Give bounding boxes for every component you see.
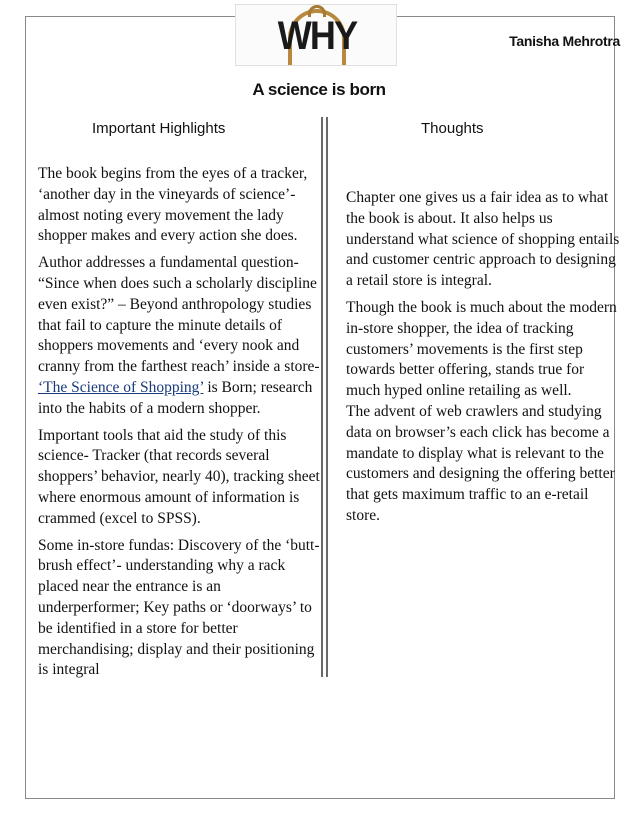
science-of-shopping-link[interactable]: ‘The Science of Shopping’	[38, 378, 204, 396]
highlight-paragraph-2-end: is Born; research into the habits of a modern shopper.	[38, 378, 313, 417]
page-title: A science is born	[252, 80, 386, 99]
thought-paragraph-3: The advent of web crawlers and studying data on browser’s each click has become a mandate to display what is relevant to the customers and designing the offering better that gets maximum traffic to an e-retail store.	[346, 402, 615, 524]
highlight-paragraph-2	[38, 253, 320, 419]
thought-paragraph-1: Chapter one gives us a fair idea as to what the book is about. It also helps us understand what science of shopping entails and customer centric approach to designing a retail store is integral.	[346, 189, 620, 290]
highlight-paragraph-2-text: Author addresses a fundamental question- “Since when does such a scholarly discipline even exist?” – Beyond anthropology studies that fail to capture the minute details of shoppers movements and ‘every nook and cranny from the farthest reach’ inside a store-	[38, 254, 320, 376]
book-logo	[235, 4, 397, 66]
thoughts-heading: Thoughts	[421, 120, 484, 137]
highlight-paragraph-3: Important tools that aid the study of this science- Tracker (that records several shoppers’ behavior, nearly 40), tracking sheet where enormous amount of information is crammed (excel to SPSS).	[38, 426, 320, 527]
highlights-column	[38, 164, 320, 687]
highlight-paragraph-1: The book begins from the eyes of a tracker, ‘another day in the vineyards of science’- almost noting every movement the lady shopper makes and every action she does.	[38, 165, 308, 245]
highlights-heading: Important Highlights	[92, 120, 226, 137]
thought-paragraph-2: Though the book is much about the modern in-store shopper, the idea of tracking customers’ movements is the first step towards better offering, stands true for much hyped online retailing as well.	[346, 298, 617, 400]
author-name: Tanisha Mehrotra	[509, 33, 620, 49]
highlight-paragraph-4: Some in-store fundas: Discovery of the ‘butt-brush effect’- understanding why a rack placed near the entrance is an underperformer; Key paths or ‘doorways’ to be identified in a store for better merchandising; display and their positioning is integral	[38, 536, 320, 679]
column-divider	[321, 117, 328, 677]
logo-text: WHY	[277, 14, 357, 58]
thoughts-column	[346, 188, 622, 533]
